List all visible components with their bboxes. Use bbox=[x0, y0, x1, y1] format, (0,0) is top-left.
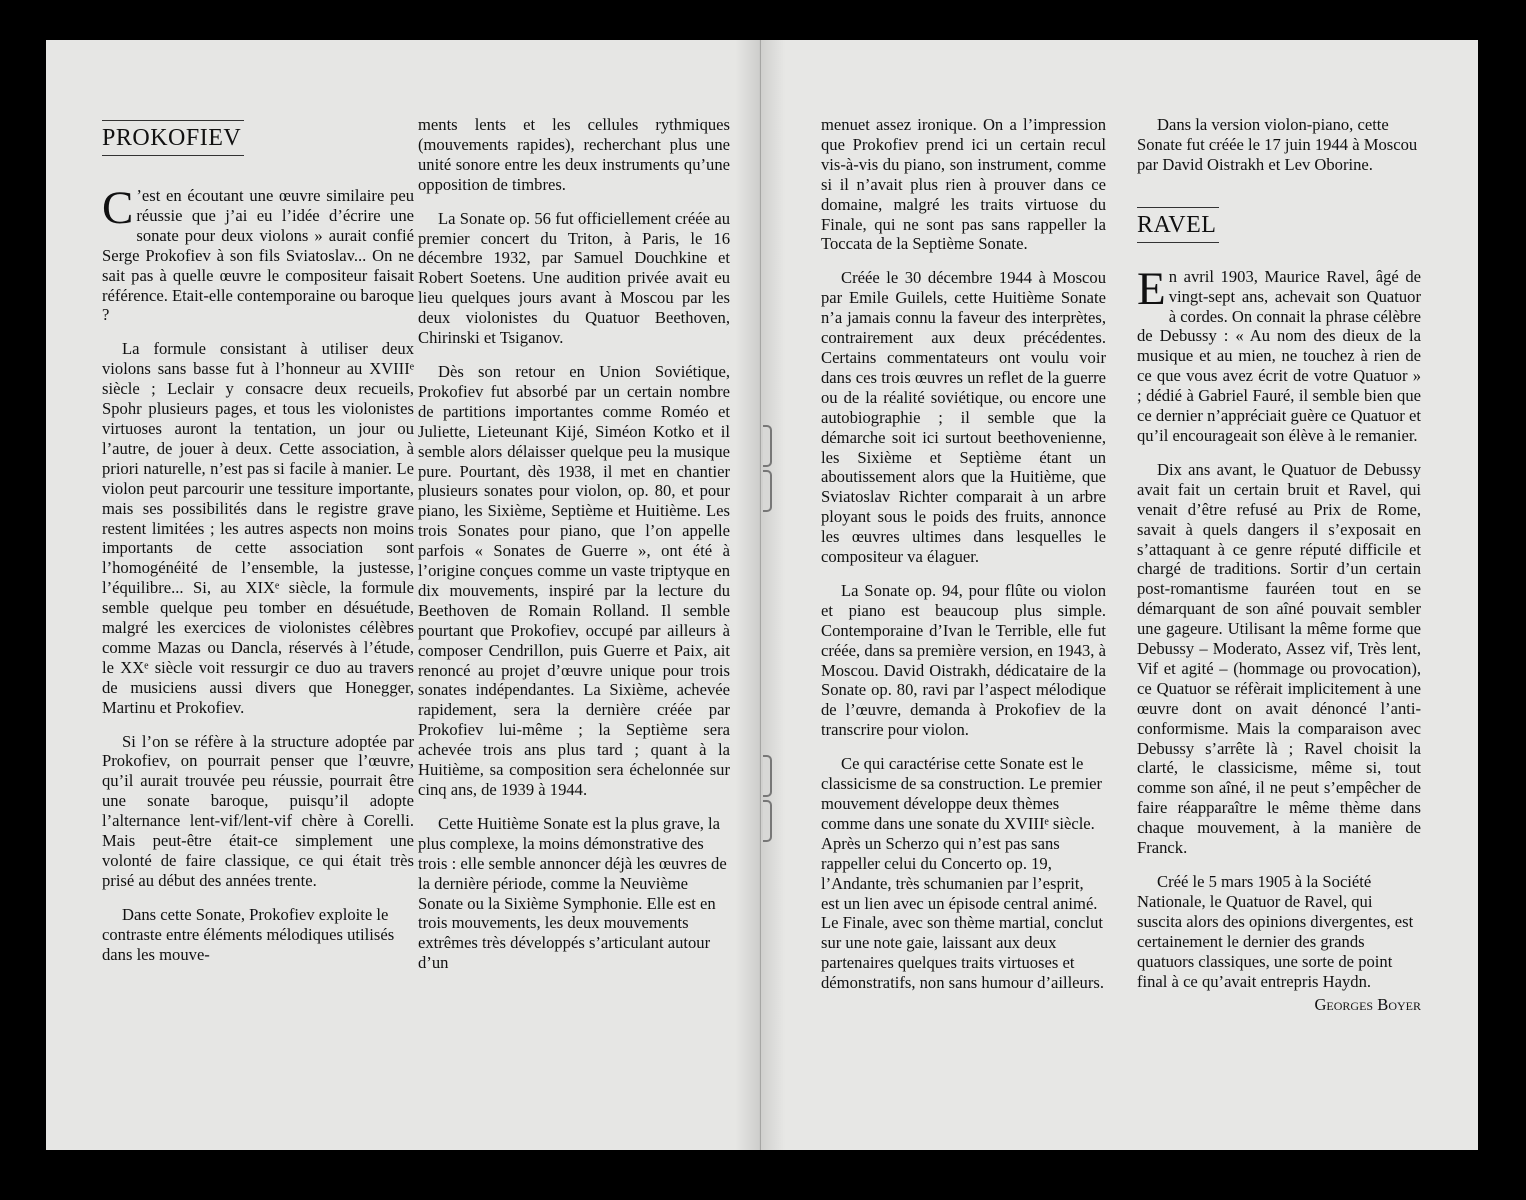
right-col2-paragraph bbox=[1137, 460, 1421, 858]
staple-lower-2 bbox=[763, 800, 772, 842]
signature: Georges Boyer bbox=[1314, 995, 1421, 1015]
paragraph-text: Créé le 5 mars 1905 à la Société Nationale, le Quatuor de Ravel, qui suscita alors des opinions divergentes, est certainement le dernier des grands quatuors classiques, une sorte de point final à ce qu’avait entrepris Haydn. bbox=[1137, 872, 1414, 991]
right-col1-paragraph bbox=[821, 754, 1106, 993]
paragraph-text: ments lents et les cellules rythmiques (mouvements rapides), recherchant plus une unité sonore entre les deux instruments qu’une opposition de timbres. bbox=[418, 115, 730, 194]
paragraph-text: Dès son retour en Union Soviétique, Prokofiev fut absorbé par un certain nombre de partitions importantes comme Roméo et Juliette, Lieteunant Kijé, Siméon Kotko et il semble alors délaisser quelque peu la musique pure. Pourtant, dès 1938, il met en chantier plusieurs sonates pour violon, op. 80, et pour piano, les Sixième, Septième et Huitième. Les trois Sonates pour piano, que l’on appelle parfois « Sonates de Guerre », ont été à l’origine conçues comme un vaste triptyque en dix mouvements, inspiré par la lecture du Beethoven de Romain Rolland. Il semble pourtant que Prokofiev, occupé par ailleurs à composer Cendrillon, puis Guerre et Paix, ait renoncé au projet d’œuvre unique pour trois sonates indépendantes. La Sixième, achevée rapidement, sera la dernière créée par Prokofiev lui-même ; la Septième sera achevée trois ans plus tard ; quant à la Huitième, sa composition sera échelonnée sur cinq ans, de 1939 à 1944. bbox=[418, 361, 730, 799]
paragraph-text: La Sonate op. 56 fut officiellement créée au premier concert du Triton, à Paris, le 16 décembre 1932, par Samuel Douchkine et Robert Soetens. Une audition privée avait eu lieu quelques jours avant à Moscou par les deux violonistes du Quatuor Beethoven, Chirinski et Tsiganov. bbox=[418, 208, 730, 348]
paragraph-text: n avril 1903, Maurice Ravel, âgé de vingt-sept ans, achevait son Quatuor à cordes. On connait la phrase célèbre de Debussy : « Au nom des dieux de la musique et au mien, ne touchez à rien de ce que vous avez écrit de votre Quatuor » ; dédié à Gabriel Fauré, il semble bien que ce dernier n’appréciait guère ce Quatuor et qu’il encourageait son élève à le remanier. bbox=[1137, 266, 1421, 445]
col2-intro-paragraph: Dans la version violon-piano, cette Sonate fut créée le 17 juin 1944 à Moscou par David Oistrakh et Lev Oborine. bbox=[1137, 115, 1418, 174]
section-heading-prokofiev: PROKOFIEV bbox=[102, 120, 244, 156]
right-col1-paragraph bbox=[821, 268, 1106, 567]
left-col1-paragraph bbox=[102, 339, 414, 717]
left-col2-paragraph bbox=[418, 209, 730, 348]
drop-cap: C bbox=[102, 182, 134, 234]
paragraph-text: Cette Huitième Sonate est la plus grave, la plus complexe, la moins démonstrative des trois : elle semble annoncer déjà les œuvres de la dernière période, comme la Neuvième Sonate ou la Sixième Symphonie. Elle est en trois mouvements, les deux mouvements extrêmes très développés s’articulant autour d’un bbox=[418, 813, 727, 973]
paragraph-text: ’est en écoutant une œuvre similaire peu réussie que j’ai eu l’idée d’écrire une sonate pour deux violons » aurait confié Serge Prokofiev à son fils Sviatoslav... On ne sait pas à quelle œuvre le compositeur faisait référence. Etait-elle contemporaine ou baroque ? bbox=[102, 186, 414, 325]
paragraph-text: Dix ans avant, le Quatuor de Debussy avait fait un certain bruit et Ravel, qui venait d’être refusé au Prix de Rome, savait à quels dangers il s’exposait en s’attaquant à ce genre réputé difficile et chargé de traditions. Sortir d’un certain post-romantisme fauréen tout en se démarquant de son aîné pouvait sembler une gageure. Utilisant la même forme que Debussy – Moderato, Assez vif, Très lent, Vif et agité – (hommage ou provocation), ce Quatuor se réfèrait implicitement à une œuvre dont on avait dénoncé l’anti-conformisme. Mais la comparaison avec Debussy s’arrête là ; Ravel choisit la clarté, le classicisme, même si, tout comme son aîné, il ne peut s’empêcher de faire réapparaître le même thème dans chaque mouvement, à la manière de Franck. bbox=[1137, 459, 1421, 858]
left-col1-paragraph bbox=[102, 905, 414, 965]
staple-lower bbox=[763, 755, 772, 797]
staple-upper-2 bbox=[763, 470, 772, 512]
paragraph-text: La formule consistant à utiliser deux violons sans basse fut à l’honneur au XVIIIᵉ siècle ; Leclair y consacre deux recueils, Spohr plusieurs pages, et tous les violonistes virtuoses auront la tentation, un jour ou l’autre, de jouer à deux. Cette association, à priori naturelle, n’est pas si facile à manier. Le violon peut parcourir une tessiture importante, mais ses possibilités dans le registre grave restent limitées ; les autres aspects non moins importants de cette association sont l’homogénéité de l’ensemble, la justesse, l’équilibre... Si, au XIXᵉ siècle, la formule semble quelque peu tomber en désuétude, malgré les exercices de violonistes célèbres comme Mazas ou Dancla, réservés à l’étude, le XXᵉ siècle voit ressurgir ce duo au travers de musiciens aussi divers que Honegger, Martinu et Prokofiev. bbox=[102, 339, 414, 717]
left-column-2 bbox=[418, 115, 730, 973]
left-page bbox=[46, 40, 761, 1150]
paragraph-text: Créée le 30 décembre 1944 à Moscou par Emile Guilels, cette Huitième Sonate n’a jamais connu la faveur des interprètes, contrairement aux deux précédentes. Certains commentateurs ont voulu voir dans ces trois œuvres un reflet de la guerre ou de la réalité soviétique, ou encore une autobiographie ; il semble que la démarche soit ici surtout beethovenienne, les Sixième et Septième étant un aboutissement alors que la Huitième, que Sviatoslav Richter comparait à un arbre ployant sous le poids des fruits, annonce les œuvres ultimes dans lesquelles le compositeur va élaguer. bbox=[821, 268, 1106, 567]
staple-upper bbox=[763, 425, 772, 467]
paragraph-text: Dans cette Sonate, Prokofiev exploite le contraste entre éléments mélodiques utilisés dans les mouve- bbox=[102, 904, 395, 964]
left-col2-body bbox=[418, 115, 730, 973]
left-col1-paragraph bbox=[102, 182, 414, 325]
left-col2-paragraph bbox=[418, 115, 730, 195]
right-col1-body bbox=[821, 115, 1106, 993]
drop-cap: E bbox=[1137, 262, 1166, 315]
paragraph-text: menuet assez ironique. On a l’impression que Prokofiev prend ici un certain recul vis-à-vis du piano, son instrument, comme si il n’avait plus rien à prouver dans ce domaine, malgré les traits virtuose du Finale, qui ne sont pas sans rappeller la Toccata de la Septième Sonate. bbox=[821, 115, 1106, 254]
paragraph-text: La Sonate op. 94, pour flûte ou violon et piano est beaucoup plus simple. Contemporaine d’Ivan le Terrible, elle fut créée, dans sa première version, en 1943, à Moscou. David Oistrakh, dédicataire de la Sonate op. 80, ravi par l’aspect mélodique de l’œuvre, demanda à Prokofiev de la transcrire pour violon. bbox=[821, 580, 1106, 740]
left-col1-paragraph bbox=[102, 732, 414, 891]
right-col1-paragraph bbox=[821, 115, 1106, 254]
left-col1-body bbox=[102, 182, 414, 965]
left-col2-paragraph bbox=[418, 814, 730, 973]
paragraph-text: Ce qui caractérise cette Sonate est le classicisme de sa construction. Le premier mouvement développe deux thèmes comme dans une sonate du XVIIIᵉ siècle. Après un Scherzo qui n’est pas sans rappeller celui du Concerto op. 19, l’Andante, très schumanien par l’esprit, est un lien avec un épisode central animé. Le Finale, avec son thème martial, conclut sur une note gaie, laissant aux deux partenaires quelques traits virtuoses et démonstratifs, non sans humour d’ailleurs. bbox=[821, 754, 1104, 993]
right-col2-paragraph bbox=[1137, 262, 1421, 446]
right-column-2 bbox=[1137, 115, 1421, 1015]
paragraph-text: Si l’on se réfère à la structure adoptée par Prokofiev, on pourrait penser que l’œuvre, qu’il aurait trouvée peu réussie, pourrait être une sonate baroque, puisqu’il adopte l’alternance lent-vif/lent-vif chère à Corelli. Mais peut-être était-ce simplement une volonté de faire classique, ce qui était très prisé au début des années trente. bbox=[102, 731, 414, 890]
right-col2-paragraph bbox=[1137, 872, 1421, 991]
left-col2-paragraph bbox=[418, 362, 730, 800]
right-column-1 bbox=[821, 115, 1106, 993]
left-column-1 bbox=[102, 120, 414, 965]
right-col1-paragraph bbox=[821, 581, 1106, 740]
section-heading-ravel: RAVEL bbox=[1137, 207, 1219, 243]
right-col2-body bbox=[1137, 262, 1421, 992]
right-page bbox=[761, 40, 1478, 1150]
